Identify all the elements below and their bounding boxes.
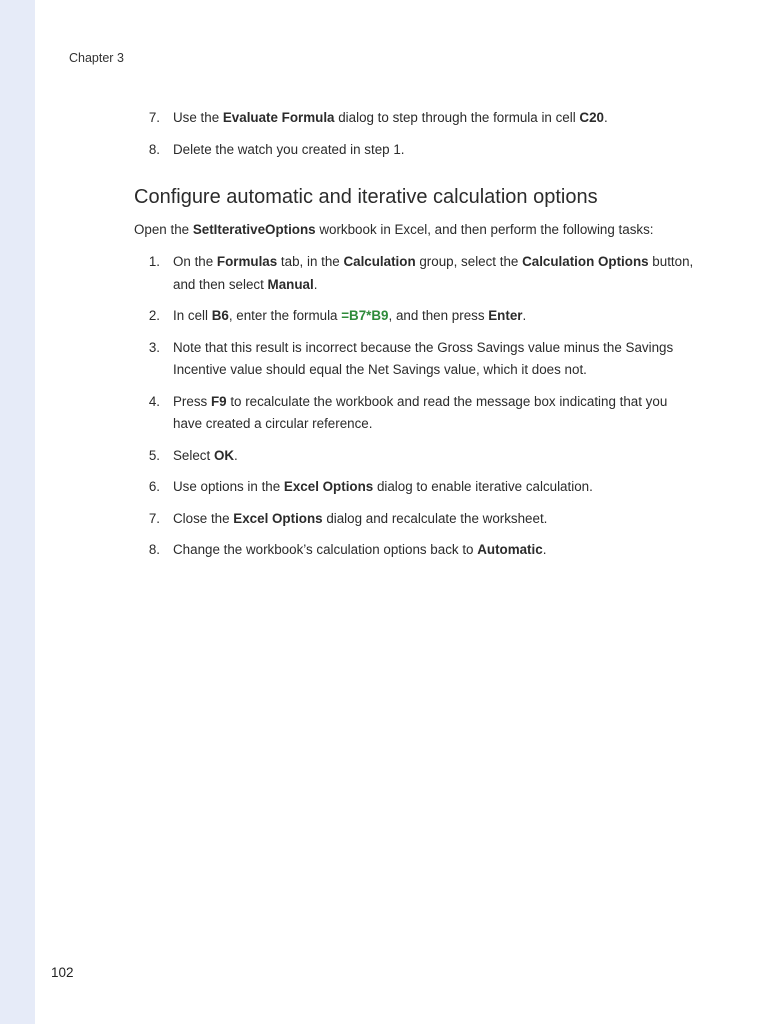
text-run: dialog to step through the formula in cell [334,110,580,125]
text-run: Use options in the [173,479,284,494]
step-number: 7. [148,510,160,526]
text-run: . [522,308,527,323]
text-run: . [542,542,547,557]
text-run: . [313,276,318,292]
text-run: Select [173,447,214,463]
text-run: , and then press [388,308,489,323]
step-number: 2. [148,308,160,323]
list-item [134,445,694,468]
text-run: Close the [173,510,234,526]
bold-term: Calculation [343,254,416,269]
list-item [134,107,608,130]
section-heading: Configure automatic and iterative calculation options [134,186,598,208]
step-number: 6. [148,479,160,494]
bold-term: Evaluate Formula [222,110,335,125]
text-run: group, select the [415,254,523,269]
text-run: , enter the formula [228,308,342,323]
text-run: Note that this result is incorrect because the Gross Savings value minus the Savings Incentive value should equal the Net Savings value, which it does not. [173,339,674,377]
text-run: dialog to enable iterative calculation. [373,479,593,494]
text-run: Press [173,393,211,409]
step-number: 4. [148,393,160,409]
text-run: In cell [173,308,212,323]
step-number: 8. [148,542,160,557]
list-item [134,305,694,328]
step-number: 1. [148,254,160,269]
bold-term: C20 [579,110,604,125]
text-run: workbook in Excel, and then perform the following tasks: [315,222,654,237]
bold-term: B6 [211,308,229,323]
text-run: button, and then select [173,254,694,292]
list-item [134,539,694,562]
text-run: . [234,447,238,463]
main-steps-list [134,251,694,562]
text-run: Use the [173,110,223,125]
text-run: On the [173,254,217,269]
list-item [134,251,694,296]
step-number: 5. [148,447,160,463]
formula-text: =B7*B9 [341,308,389,323]
list-item [134,476,694,499]
text-run: Change the workbook’s calculation options back to [173,542,478,557]
text-run: dialog and recalculate the worksheet. [322,510,548,526]
bold-term: Calculation Options [522,254,649,269]
step-number: 7. [148,110,160,125]
step-number: 8. [148,141,160,157]
list-item [134,337,694,382]
bold-term: OK [213,447,235,463]
page-side-band [0,0,35,1024]
bold-term: Excel Options [233,510,323,526]
list-item [134,508,694,531]
page-number: 102 [51,965,74,980]
bold-term: F9 [210,393,227,409]
step-number: 3. [148,339,160,355]
text-run: . [603,110,608,125]
list-item [134,391,694,436]
running-head: Chapter 3 [69,51,124,65]
top-steps-list [134,107,608,161]
text-run: Delete the watch you created in step 1. [173,141,405,157]
bold-term: Excel Options [283,479,374,494]
list-item [134,139,608,162]
text-run: Open the [134,222,193,237]
text-run: to recalculate the workbook and read the message box indicating that you have created a circular reference. [173,393,668,431]
bold-term: Automatic [477,542,543,557]
bold-term: Formulas [216,254,278,269]
section-intro [134,219,654,241]
bold-term: SetIterativeOptions [192,222,316,237]
bold-term: Enter [488,308,523,323]
text-run: tab, in the [277,254,344,269]
bold-term: Manual [267,276,314,292]
